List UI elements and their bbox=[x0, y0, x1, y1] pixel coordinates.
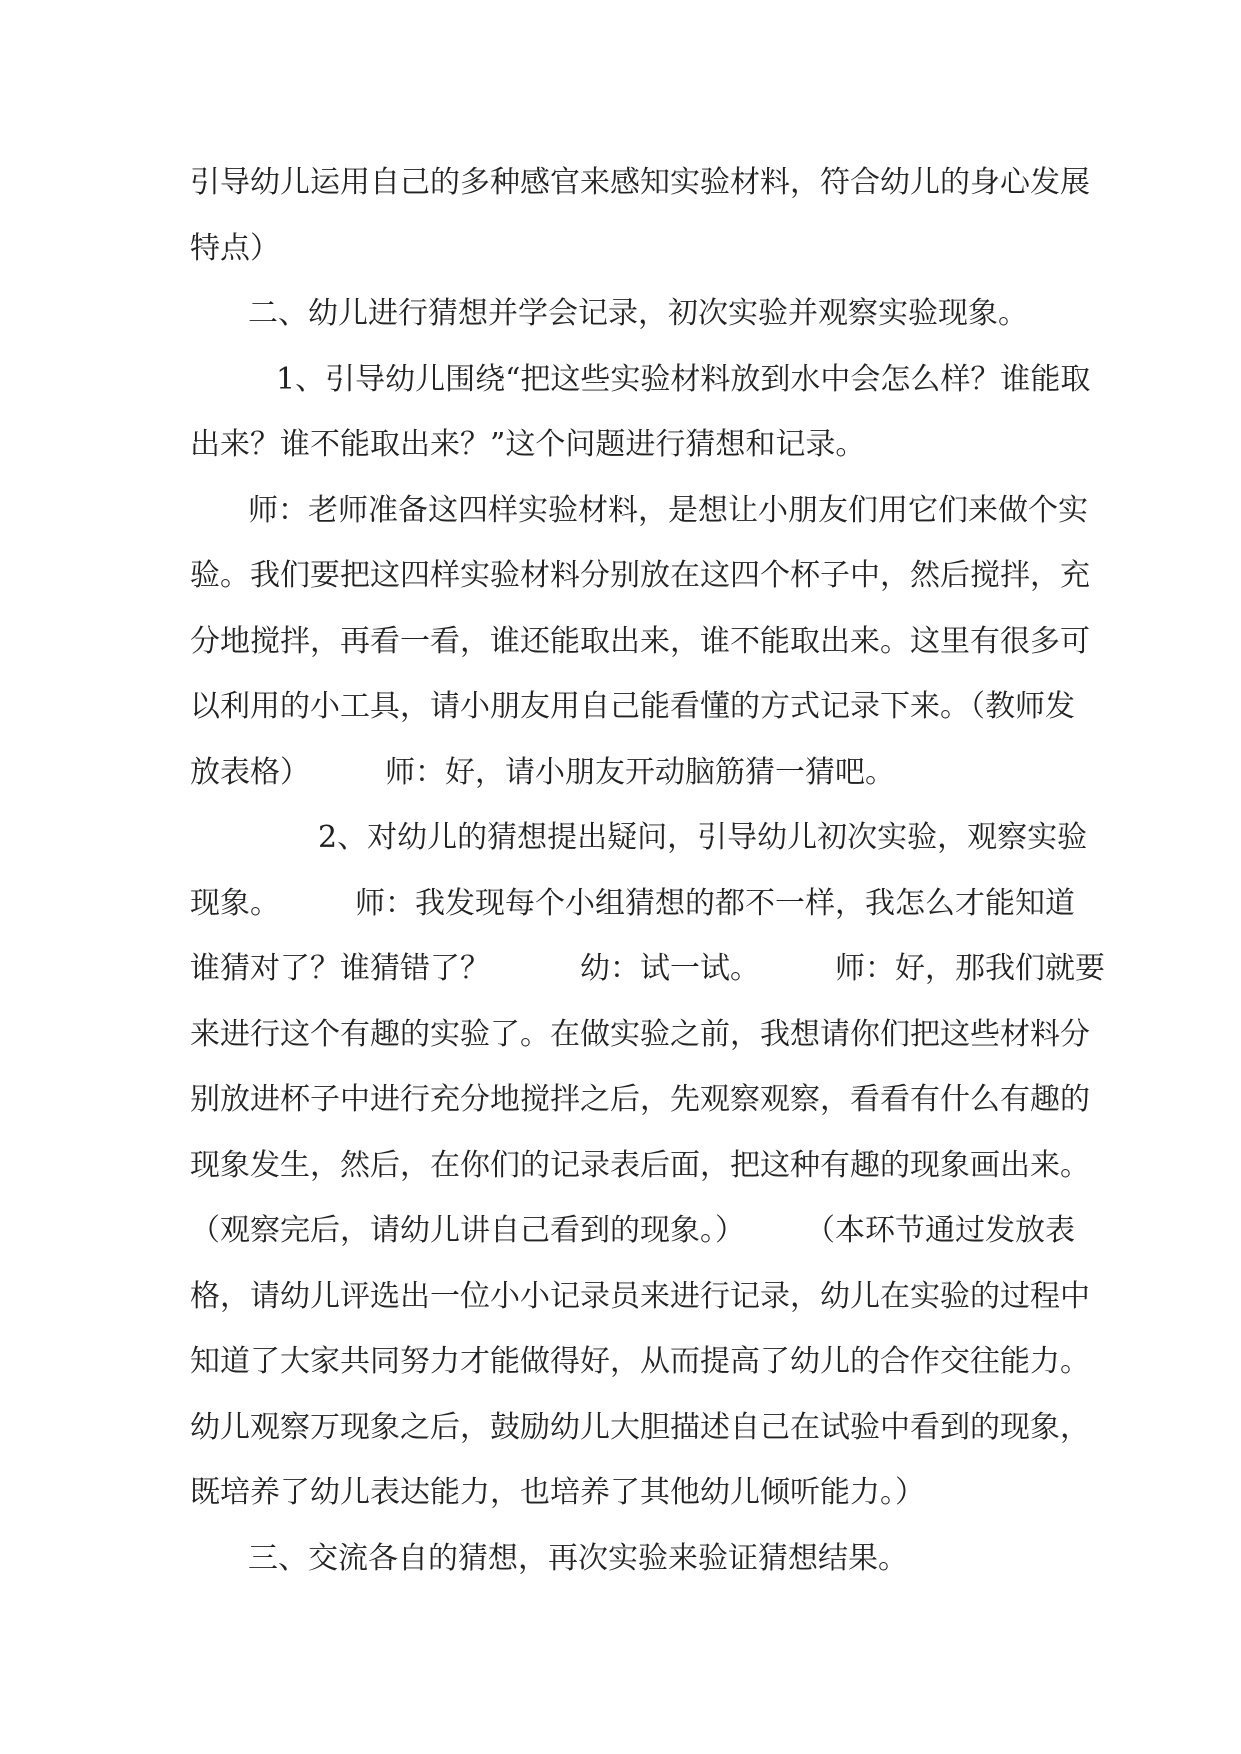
paragraph-line: 验。我们要把这四样实验材料分别放在这四个杯子中，然后搅拌，充 bbox=[190, 558, 1090, 593]
paragraph-line: 以利用的小工具，请小朋友用自己能看懂的方式记录下来。（教师发 bbox=[190, 689, 1075, 724]
paragraph-line: 知道了大家共同努力才能做得好，从而提高了幼儿的合作交往能力。 bbox=[190, 1344, 1090, 1379]
step-2-line: 2、对幼儿的猜想提出疑问，引导幼儿初次实验，观察实验 bbox=[318, 820, 1088, 855]
teacher-dialogue-line: 师：老师准备这四样实验材料，是想让小朋友们用它们来做个实 bbox=[248, 492, 1088, 528]
paragraph-line: 分地搅拌，再看一看，谁还能取出来，谁不能取出来。这里有很多可 bbox=[190, 623, 1090, 659]
paragraph-line: （观察完后，请幼儿讲自己看到的现象。） （本环节通过发放表 bbox=[190, 1213, 1075, 1248]
body-text bbox=[190, 150, 1105, 1591]
paragraph-line: 幼儿观察万现象之后，鼓励幼儿大胆描述自己在试验中看到的现象， bbox=[190, 1409, 1090, 1445]
paragraph-line: 格，请幼儿评选出一位小小记录员来进行记录，幼儿在实验的过程中 bbox=[190, 1278, 1090, 1314]
paragraph-line: 谁猜对了？谁猜错了？ 幼：试一试。 师：好，那我们就要 bbox=[190, 951, 1105, 986]
paragraph-line: 引导幼儿运用自己的多种感官来感知实验材料，符合幼儿的身心发展 bbox=[190, 165, 1090, 200]
paragraph-line: 现象。 师：我发现每个小组猜想的都不一样，我怎么才能知道 bbox=[190, 885, 1075, 921]
paragraph-line: 放表格） 师：好，请小朋友开动脑筋猜一猜吧。 bbox=[190, 754, 895, 790]
step-1-line: 1、引导幼儿围绕“把这些实验材料放到水中会怎么样？谁能取 bbox=[276, 361, 1091, 397]
paragraph-line: 既培养了幼儿表达能力，也培养了其他幼儿倾听能力。） bbox=[190, 1475, 925, 1510]
paragraph-line: 现象发生，然后，在你们的记录表后面，把这种有趣的现象画出来。 bbox=[190, 1147, 1090, 1183]
paragraph-line: 特点） bbox=[190, 230, 280, 266]
paragraph-line: 出来？谁不能取出来？”这个问题进行猜想和记录。 bbox=[190, 427, 866, 462]
paragraph-line: 来进行这个有趣的实验了。在做实验之前，我想请你们把这些材料分 bbox=[190, 1016, 1090, 1052]
section-heading-2: 二、幼儿进行猜想并学会记录，初次实验并观察实验现象。 bbox=[248, 296, 1028, 331]
paragraph-line: 别放进杯子中进行充分地搅拌之后，先观察观察，看看有什么有趣的 bbox=[190, 1082, 1090, 1117]
section-heading-3: 三、交流各自的猜想，再次实验来验证猜想结果。 bbox=[248, 1540, 908, 1576]
